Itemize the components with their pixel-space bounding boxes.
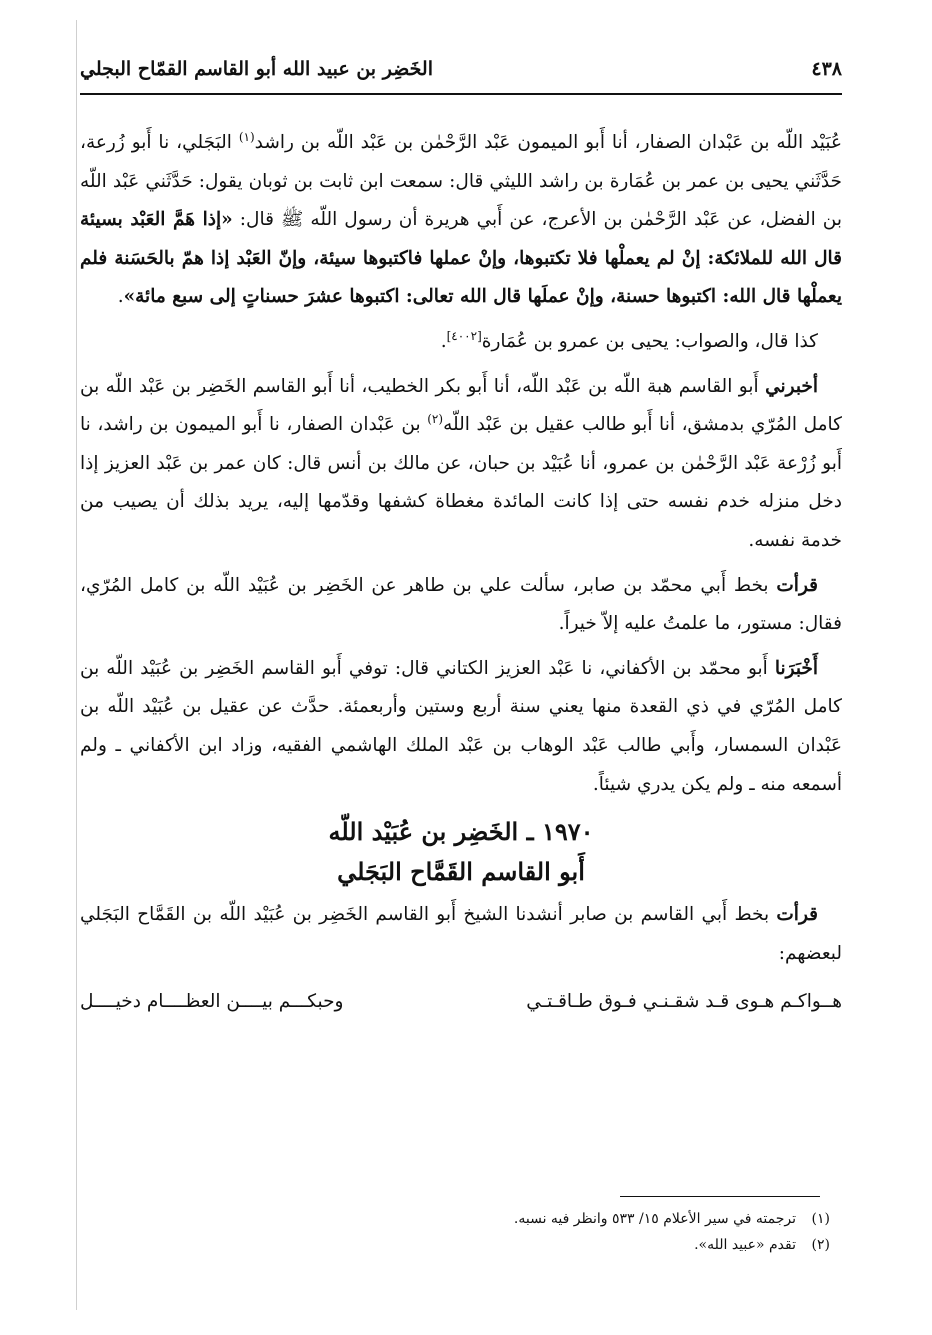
paragraph-text-cont: البَجَلي، نا أَبو زُرعة، حَدَّثَني يحيى بن عمر بن عُمَارة بن راشد الليثي قال: سمعت ابن ثابت بن ثوبان يقول: حَدَّثَني عَبْد اللّه بن الفضل، عن عَبْد الرَّحْمٰن بن الأعرج، عن أَبي هريرة أن رسول اللّه ﷺ قال: bbox=[80, 132, 842, 231]
paragraph-hadith bbox=[80, 124, 842, 317]
paragraph-text: بخط أَبي القاسم بن صابر أنشدنا الشيخ أَبو القاسم الخَضِر بن عُبَيْد اللّه بن القَمَّاح البَجَلي لبعضهم: bbox=[80, 904, 842, 964]
footnote-number: (٢) bbox=[811, 1237, 830, 1253]
paragraph-correction bbox=[80, 323, 842, 362]
page-header bbox=[80, 56, 842, 92]
header-rule bbox=[80, 93, 842, 95]
footnote-text: ترجمته في سير الأعلام ١٥/ ٥٣٣ وانظر فيه نسبه. bbox=[513, 1211, 796, 1227]
paragraph-end: . bbox=[440, 330, 447, 352]
footnote-text: تقدم «عبيد الله». bbox=[694, 1237, 796, 1253]
lead-word: قرأت bbox=[776, 904, 818, 926]
hadith-quote: «إذا هَمَّ العَبْد بسيئة قال الله للملائكة: إنْ لم يعملْها فلا تكتبوها، وإنْ عملها فاكتبوها سيئة، وإنّ العَبْد إذا همّ بالحَسَنة فلم يعملْها قال الله: اكتبوها حسنة، وإنْ عملَها قال الله تعالى: اكتبوها عشرَ حسناتٍ إلى سبع مائة» bbox=[80, 209, 842, 308]
footnotes bbox=[80, 1206, 842, 1258]
footnote-rule bbox=[620, 1196, 820, 1197]
paragraph-akhbarani bbox=[80, 368, 842, 561]
verse-second-hemistich: وحبكـــم بيــــن العظــــام دخيــــل bbox=[80, 991, 344, 1013]
scan-binding-edge bbox=[76, 20, 77, 1310]
lead-word: أخبرني bbox=[765, 375, 818, 397]
paragraph-qaratu bbox=[80, 567, 842, 644]
paragraph-text: أَبو محمّد بن الأكفاني، نا عَبْد العزيز الكتاني قال: توفي أَبو القاسم الخَضِر بن عُبَيْد اللّه بن كامل المُرّي في ذي القعدة منها يعني سنة أربع وستين وأربعمئة. حدَّث عن عقيل بن عُبَيْد اللّه بن عَبْدان السمسار، وأَبي طالب عَبْد الوهاب بن عَبْد الملك الهاشمي الفقيه، وزاد ابن الأكفاني ـ ولم أسمعه منه ـ ولم يكن يدري شيئاً. bbox=[80, 657, 842, 795]
body-text bbox=[80, 124, 842, 1021]
lead-word: أَخْبَرَنا bbox=[774, 657, 818, 679]
entry-paragraph bbox=[80, 896, 842, 973]
paragraph-text: عُبَيْد اللّه بن عَبْدان الصفار، أنا أَبو الميمون عَبْد الرَّحْمٰن بن عَبْد اللّه بن راشد bbox=[254, 132, 842, 153]
footnote-number: (١) bbox=[811, 1211, 830, 1227]
poetry-verse bbox=[80, 983, 842, 1021]
paragraph-end: . bbox=[117, 286, 124, 308]
lead-word: قرأت bbox=[776, 574, 818, 596]
footnote-item bbox=[80, 1206, 842, 1232]
paragraph-text-cont: بن عَبْدان الصفار، نا أَبو الميمون بن راشد، نا أَبو زُرْعة عَبْد الرَّحْمٰن بن عمرو، أنا عُبَيْد بن حبان، عن مالك بن أنس قال: كان عمر بن عَبْد العزيز إذا دخل منزله خدم نفسه حتى إذا كانت المائدة مغطاة كشفها وقدّمها إليه، يريد بذلك أن يصيب من خدمة نفسه. bbox=[80, 414, 842, 551]
entry-heading-line1: ١٩٧٠ ـ الخَضِر بن عُبَيْد اللّه bbox=[328, 817, 594, 847]
verse-first-hemistich: هــواكـم هـوى قـد شقـنـي فـوق طـاقـتـي bbox=[526, 991, 842, 1013]
footnote-ref-1: (١) bbox=[238, 129, 255, 144]
footnote-ref-2: (٢) bbox=[427, 412, 444, 426]
entry-heading-line2: أَبو القاسم القَمَّاح البَجَلي bbox=[337, 857, 585, 887]
footnote-item bbox=[80, 1232, 842, 1258]
page-number: ٤٣٨ bbox=[811, 58, 842, 80]
running-title: الخَضِر بن عبيد الله أبو القاسم القمّاح البجلي bbox=[80, 58, 433, 80]
entry-heading bbox=[80, 812, 842, 892]
hadith-number-ref: [٤٠٠٢] bbox=[446, 328, 482, 343]
paragraph-text: أَبو القاسم هبة اللّه بن عَبْد اللّه، أنا أَبو بكر الخطيب، أنا أَبو القاسم الخَضِر بن عَبْد اللّه بن كامل المُرّي بدمشق، أنا أَبو طالب عقيل بن عَبْد اللّه bbox=[80, 375, 842, 436]
paragraph-text: كذا قال، والصواب: يحيى بن عمرو بن عُمَارة bbox=[481, 330, 818, 352]
paragraph-akhbarana bbox=[80, 650, 842, 804]
paragraph-text: بخط أَبي محمّد بن صابر، سألت علي بن طاهر عن الخَضِر بن عُبَيْد اللّه بن كامل المُرّي، فقال: مستور، ما علمتُ عليه إلاّ خيراً. bbox=[80, 574, 842, 635]
